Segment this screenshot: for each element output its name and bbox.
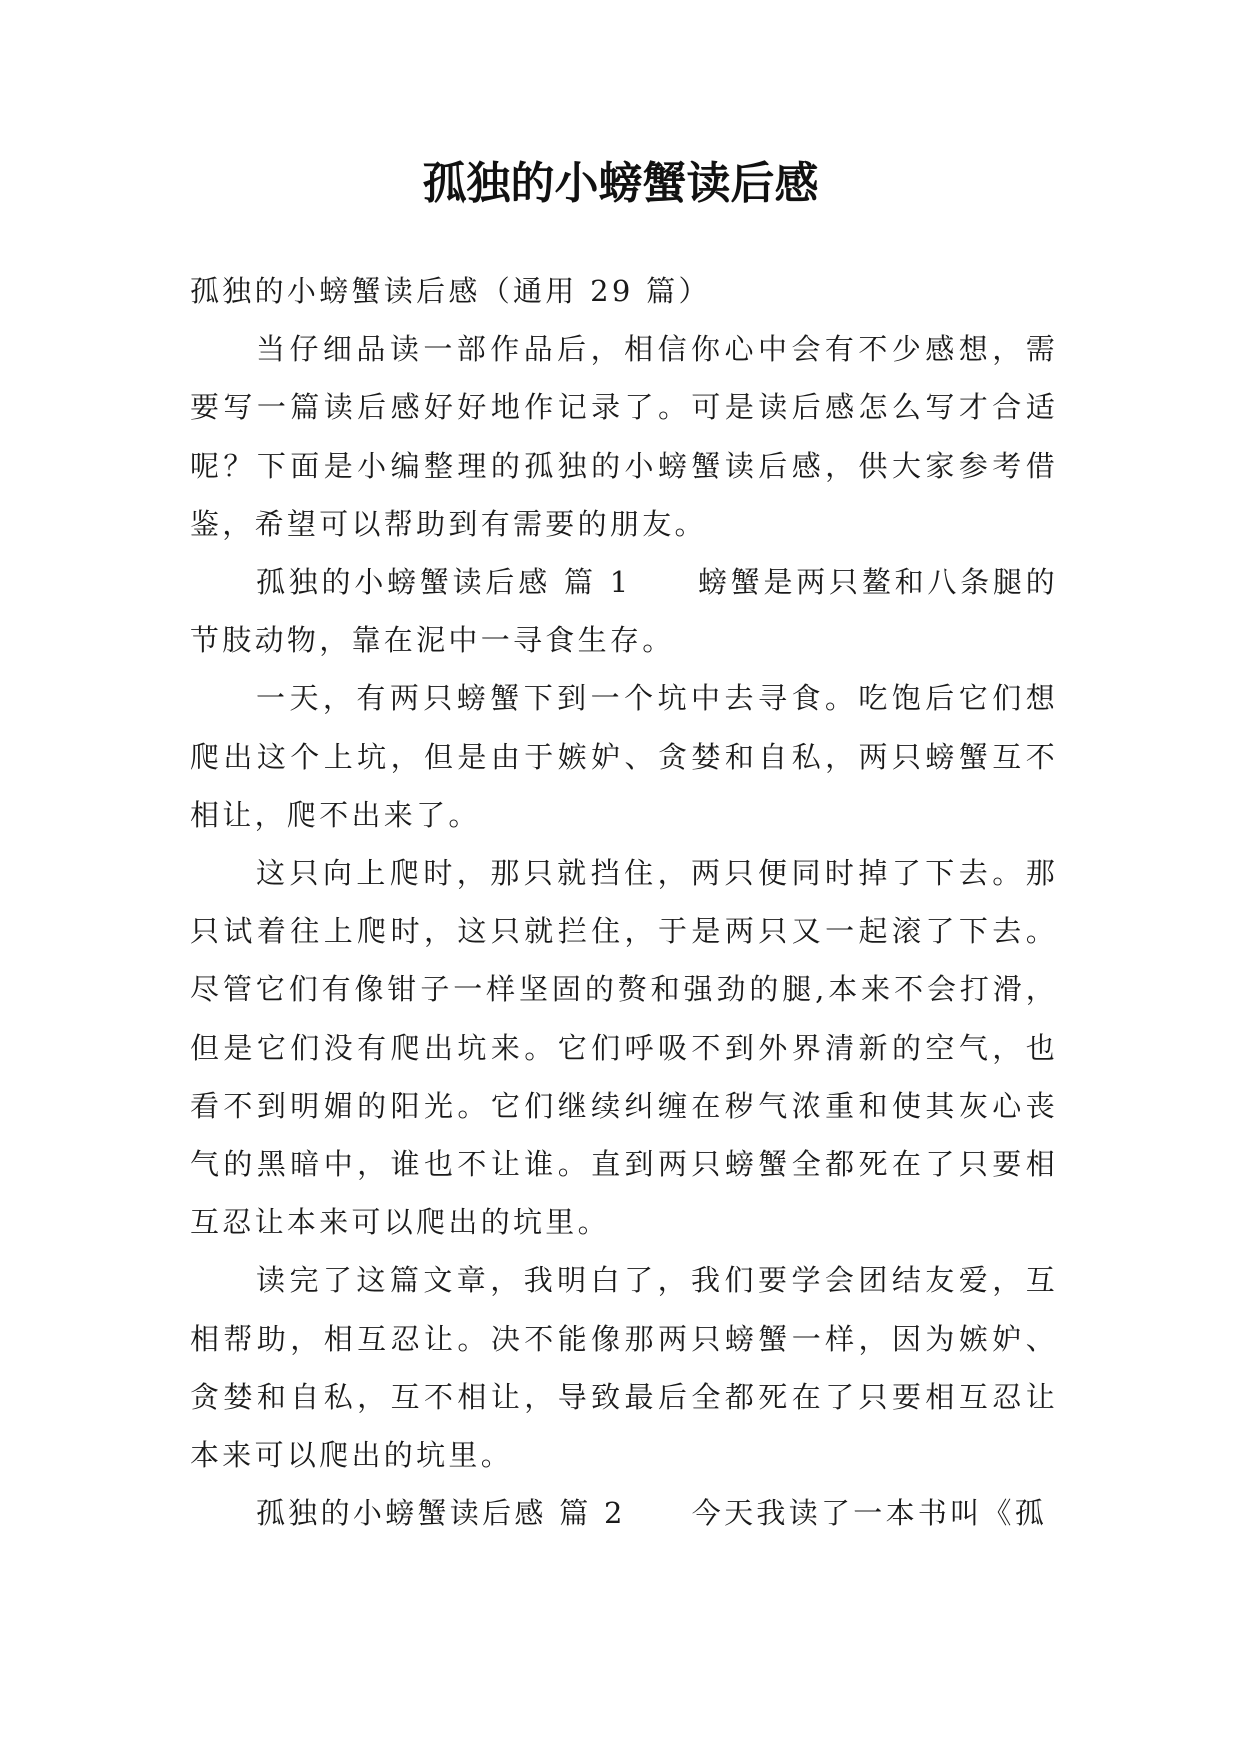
document-subtitle: 孤独的小螃蟹读后感（通用 29 篇） [190, 274, 711, 308]
section-1-heading: 孤独的小螃蟹读后感 篇 1 [256, 565, 632, 600]
story-paragraph-2: 一天，有两只螃蟹下到一个坑中去寻食。吃饱后它们想爬出这个上坑，但是由于嫉妒、贪婪和自私，两只螃蟹互不相让，爬不出来了。 [190, 681, 1058, 832]
section-2-paragraph [190, 1484, 1058, 1542]
document-title: 孤独的小螃蟹读后感 [422, 158, 819, 209]
section-1-lead: 螃蟹是两只鳌和八条腿的节肢动物，靠在泥中一寻食生存。 [190, 565, 1058, 658]
intro-paragraph: 当仔细品读一部作品后，相信你心中会有不少感想，需要写一篇读后感好好地作记录了。可是读后感怎么写才合适呢？下面是小编整理的孤独的小螃蟹读后感，供大家参考借鉴，希望可以帮助到有需要的朋友。 [190, 332, 1058, 541]
document-body [190, 262, 1058, 1542]
section-2-heading: 孤独的小螃蟹读后感 篇 2 [256, 1496, 626, 1531]
reflection-paragraph: 读完了这篇文章，我明白了，我们要学会团结友爱，互相帮助，相互忍让。决不能像那两只螃蟹一样，因为嫉妒、贪婪和自私，互不相让，导致最后全都死在了只要相互忍让本来可以爬出的坑里。 [190, 1263, 1058, 1473]
story-paragraph-3: 这只向上爬时，那只就挡住，两只便同时掉了下去。那只试着往上爬时，这只就拦住，于是两只又一起滚了下去。尽管它们有像钳子一样坚固的赘和强劲的腿,本来不会打滑，但是它们没有爬出坑来。它们呼吸不到外界清新的空气，也看不到明媚的阳光。它们继续纠缠在秽气浓重和使其灰心丧气的黑暗中，谁也不让谁。直到两只螃蟹全都死在了只要相互忍让本来可以爬出的坑里。 [190, 856, 1058, 1240]
section-2-lead: 今天我读了一本书叫《孤 [691, 1496, 1048, 1531]
section-1-paragraph [190, 553, 1058, 669]
